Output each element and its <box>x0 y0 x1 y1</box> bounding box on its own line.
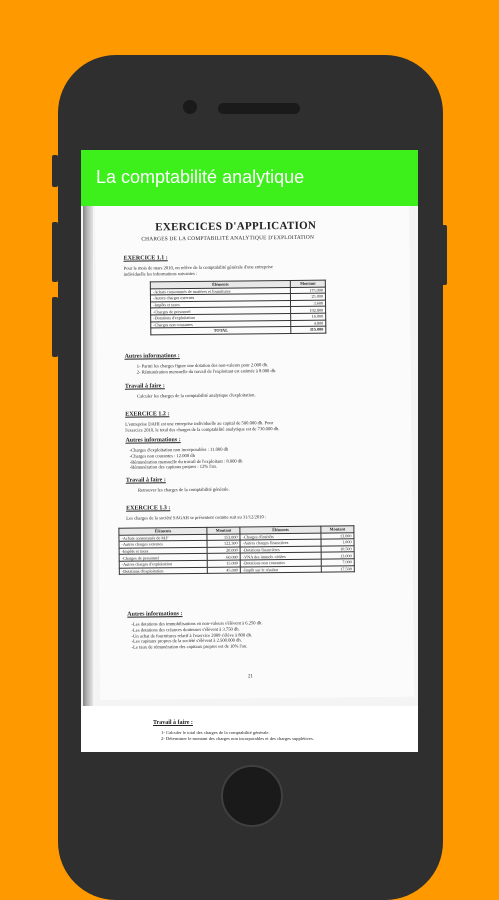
document-page <box>95 206 414 700</box>
table-cell: -Achats consommés de matières et fournitures <box>150 287 290 295</box>
table-cell: -Charges d'intérêts <box>240 533 321 540</box>
table-cell: 7.000 <box>321 559 354 566</box>
table-cell: 122.300 <box>207 540 240 547</box>
app-bar <box>81 150 418 206</box>
table-cell: -Autres charges d'exploitation <box>119 560 207 568</box>
table-cell: 175.000 <box>290 287 325 294</box>
front-camera <box>183 100 197 114</box>
table-cell: 45.000 <box>207 567 240 574</box>
table-cell: -Dotations financières <box>240 546 321 553</box>
table-cell: 25.000 <box>290 293 325 300</box>
power-button[interactable] <box>441 225 447 285</box>
exercise-1-2-heading: EXERCICE 1.2 : <box>125 411 170 418</box>
table-cell: -Autres charges externes <box>119 541 207 549</box>
document-subtitle: CHARGES DE LA COMPTABILITÉ ANALYTIQUE D'EXPLOITATION <box>141 234 315 243</box>
exercise-1-2-intro: L'entreprise DAHI est une entreprise individuelle au capital de 500.000 dh. Pour l'exercice 2010, le total des charges de la comptabilité analytique est de 730.000 dh. <box>125 420 280 433</box>
document-viewer[interactable] <box>81 206 418 752</box>
table-cell: -Autres charges financières <box>240 539 321 546</box>
table-cell: -Autres charges externes <box>150 294 290 302</box>
table-cell: 10.500 <box>321 546 354 553</box>
table-header: Montant <box>321 526 354 533</box>
exercise-1-2-autres-heading: Autres informations : <box>125 437 181 444</box>
page2-travail-heading: Travail à faire : <box>153 720 193 726</box>
phone-screen <box>81 150 418 752</box>
table-cell: 20.000 <box>207 547 240 554</box>
table-cell: 13.000 <box>321 552 354 559</box>
exercise-1-3-table <box>118 525 354 575</box>
exercise-1-1-travail-heading: Travail à faire : <box>124 383 165 390</box>
exercise-1-2-autres-text: -Charges d'exploitation non incorporables : 11.000 dh -Charges non courantes : 12.000 dh -Rémunération mensuelle du travail de l'exploitant : 8.000 dh -Rémunération des capitaux propres : 12% l'an. <box>129 446 243 471</box>
app-title: La comptabilité analytique <box>96 167 305 187</box>
page2-travail-items: 1- Calculer le total des charges de la comptabilité générale. 2- Déterminer le montant des charges non incorporables et des charges supplétives. <box>161 730 314 741</box>
exercise-1-1-table <box>150 280 327 336</box>
exercise-1-1-travail-text: Calculer les charges de la comptabilité analytique d'exploitation. <box>136 392 256 399</box>
table-header: Montant <box>207 527 240 534</box>
table-cell: -Dotations non courantes <box>240 559 321 566</box>
table-cell: 1.000 <box>321 539 354 546</box>
table-cell: 17.500 <box>321 565 354 572</box>
volume-down-button[interactable] <box>52 297 58 357</box>
table-header: Éléments <box>119 527 207 535</box>
home-button[interactable] <box>221 765 283 827</box>
table-cell: -VNA des immob. cédées <box>240 553 321 560</box>
table-cell: TOTAL <box>151 327 291 335</box>
table-total-row <box>151 326 326 334</box>
exercise-1-1-autres-heading: Autres informations : <box>124 353 180 360</box>
exercise-1-3-autres-heading: Autres informations : <box>127 611 183 618</box>
table-cell: 102.800 <box>291 306 326 313</box>
mute-switch[interactable] <box>52 155 58 187</box>
exercise-1-1-heading: EXERCICE 1.1 : <box>123 255 168 262</box>
table-cell: 4.800 <box>291 320 326 327</box>
table-cell: -Charges de personnel <box>119 554 207 562</box>
table-cell: -Achats consommés de M.F <box>119 534 207 542</box>
table-row <box>119 565 354 574</box>
scan-shadow <box>83 206 93 706</box>
table-cell: -Charges de personnel <box>151 307 291 315</box>
exercise-1-2-travail-heading: Travail à faire : <box>125 477 166 484</box>
volume-up-button[interactable] <box>52 222 58 282</box>
exercise-1-3-intro: Les charges de la société SAGAH se présentent comme suit au 31/12/2010 : <box>126 514 267 521</box>
earpiece-speaker <box>218 103 300 114</box>
table-cell: 60.000 <box>207 553 240 560</box>
table-cell: 315.000 <box>291 326 326 333</box>
table-cell: 15.000 <box>207 560 240 567</box>
table-cell: -Impôt sur le résultat <box>240 566 321 573</box>
table-cell: -Dotations d'exploitation <box>119 567 207 575</box>
document-title: EXERCICES D'APPLICATION <box>155 219 317 234</box>
table-cell: 3.600 <box>291 300 326 307</box>
table-cell: 153.000 <box>207 534 240 541</box>
table-cell: 16.000 <box>291 313 326 320</box>
table-header: Éléments <box>240 526 321 533</box>
table-cell: -Dotations d'exploitation <box>151 313 291 321</box>
next-page <box>81 706 418 752</box>
table-header: Montant <box>290 280 325 287</box>
page-number: 21 <box>247 674 253 680</box>
exercise-1-3-autres-text: -Les dotations des immobilisations en non-valeurs s'élèvent à 6.250 dh. -Les dotations des créances douteuses s'élèvent à 3.750 dh. -Un achat de fournitures relatif à l'exercice 2009 s'élève à 800 dh. -Les capitaux propres de la société s'élèvent à 2.500.000 dh. -Le taux de rémunération des capitaux propres est de 10% l'an. <box>131 620 263 650</box>
table-cell: -Impôts et taxes <box>151 300 291 308</box>
table-cell: -Impôts et taxes <box>119 547 207 555</box>
exercise-1-3-heading: EXERCICE 1.3 : <box>126 505 171 512</box>
exercise-1-1-intro: Pour le mois de mars 2010, on relève de la comptabilité générale d'une entreprise individuelle les informations suivantes : <box>123 264 273 277</box>
table-cell: 13.000 <box>321 532 354 539</box>
table-cell: -Charges non courantes <box>151 320 291 328</box>
table-header: Éléments <box>150 280 290 288</box>
exercise-1-1-autres-text: 1- Parmi les charges figure une dotation des non-valeurs pour 2.000 dh. 2- Rémunération mensuelle du travail de l'exploitant est estimée à 8.000 dh. <box>136 362 277 375</box>
exercise-1-2-travail-text: Retrouver les charges de la comptabilité générale. <box>137 486 230 493</box>
